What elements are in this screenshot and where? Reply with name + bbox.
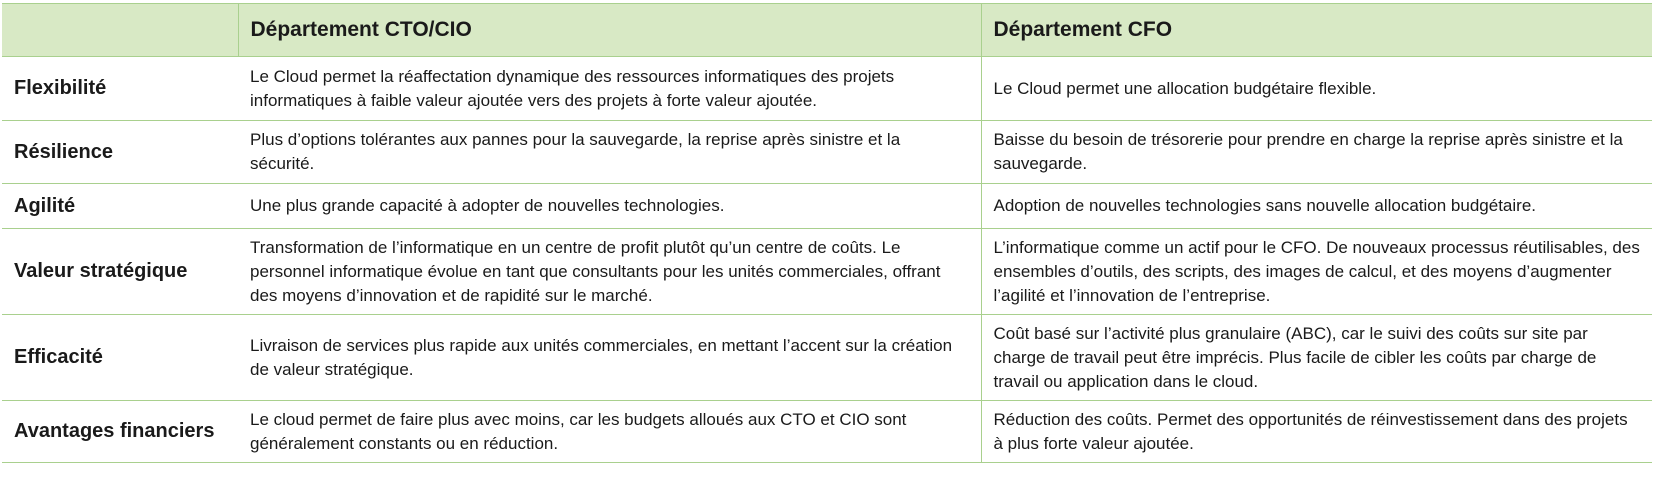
table-row — [2, 229, 1652, 315]
table-row — [2, 184, 1652, 229]
row-label-flexibilite: Flexibilité — [2, 57, 238, 121]
cto-cell: Livraison de services plus rapide aux unités commerciales, en mettant l’accent sur la création de valeur stratégique. — [238, 315, 981, 401]
row-label-efficacite: Efficacité — [2, 315, 238, 401]
cfo-cell: Réduction des coûts. Permet des opportunités de réinvestissement dans des projets à plus forte valeur ajoutée. — [981, 401, 1652, 463]
cfo-cell: Adoption de nouvelles technologies sans nouvelle allocation budgétaire. — [981, 184, 1652, 229]
cto-cell: Le Cloud permet la réaffectation dynamique des ressources informatiques des projets informatiques à faible valeur ajoutée vers des projets à forte valeur ajoutée. — [238, 57, 981, 121]
table-header-row — [2, 4, 1652, 57]
cto-cell: Transformation de l’informatique en un centre de profit plutôt qu’un centre de coûts. Le personnel informatique évolue en tant que consultants pour les unités commerciales, offrant des moyens d’innovation et de rapidité sur le marché. — [238, 229, 981, 315]
header-cto-cio: Département CTO/CIO — [238, 4, 981, 57]
header-cfo: Département CFO — [981, 4, 1652, 57]
table-row — [2, 57, 1652, 121]
cfo-cell: Baisse du besoin de trésorerie pour prendre en charge la reprise après sinistre et la sauvegarde. — [981, 121, 1652, 184]
cto-cell: Le cloud permet de faire plus avec moins, car les budgets alloués aux CTO et CIO sont généralement constants ou en réduction. — [238, 401, 981, 463]
table-row — [2, 401, 1652, 463]
cfo-cell: L’informatique comme un actif pour le CFO. De nouveaux processus réutilisables, des ensembles d’outils, des scripts, des images de calcul, et des moyens d’augmenter l’agilité et l’innovation de l’entreprise. — [981, 229, 1652, 315]
cto-cell: Une plus grande capacité à adopter de nouvelles technologies. — [238, 184, 981, 229]
table-row — [2, 121, 1652, 184]
header-corner-cell — [2, 4, 238, 57]
cfo-cell: Le Cloud permet une allocation budgétaire flexible. — [981, 57, 1652, 121]
table-row — [2, 315, 1652, 401]
row-label-agilite: Agilité — [2, 184, 238, 229]
row-label-resilience: Résilience — [2, 121, 238, 184]
row-label-valeur-strategique: Valeur stratégique — [2, 229, 238, 315]
row-label-avantages-financiers: Avantages financiers — [2, 401, 238, 463]
cfo-cell: Coût basé sur l’activité plus granulaire (ABC), car le suivi des coûts sur site par charge de travail peut être imprécis. Plus facile de cibler les coûts par charge de travail ou application dans le cloud. — [981, 315, 1652, 401]
cto-cell: Plus d’options tolérantes aux pannes pour la sauvegarde, la reprise après sinistre et la sécurité. — [238, 121, 981, 184]
comparison-table — [2, 3, 1652, 463]
